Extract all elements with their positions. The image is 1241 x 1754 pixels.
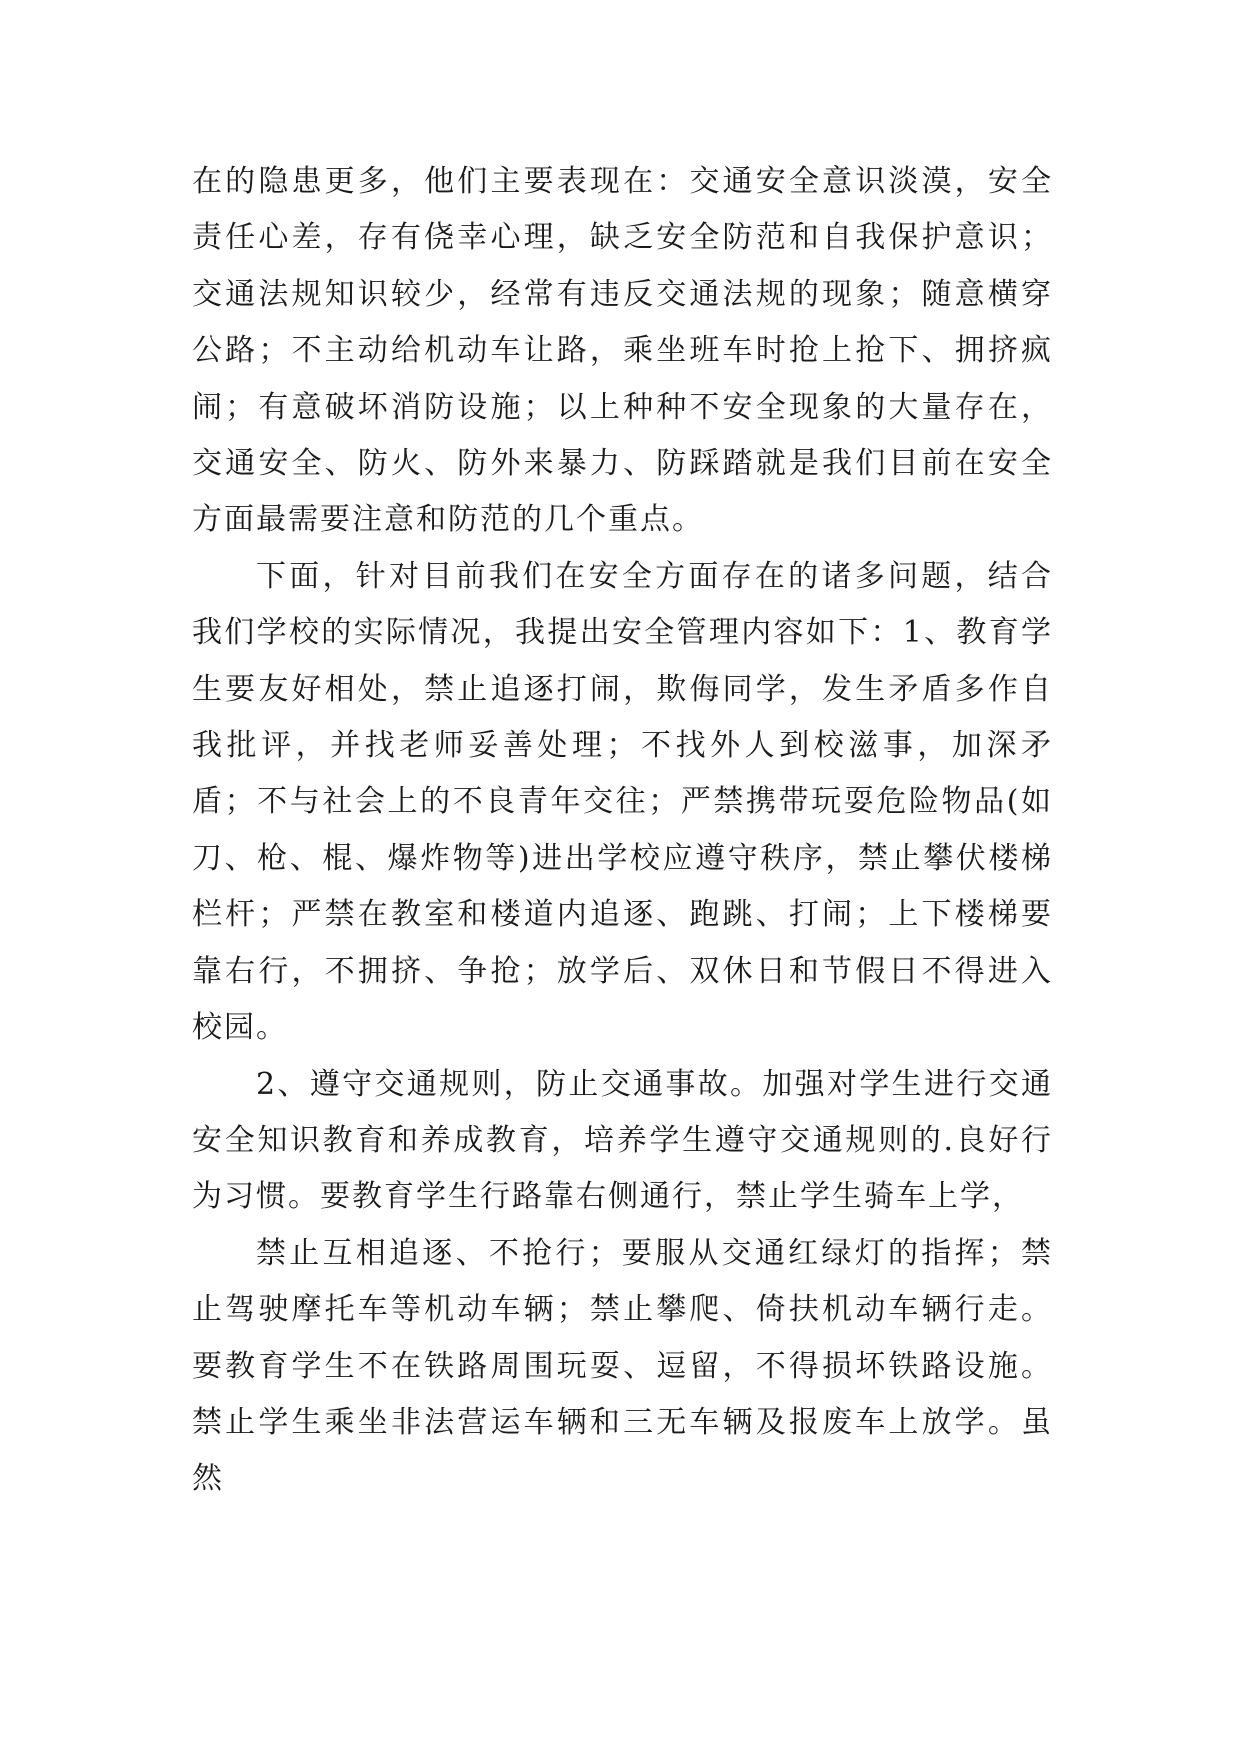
paragraph-traffic-prohibitions: 禁止互相追逐、不抢行；要服从交通红绿灯的指挥；禁止驾驶摩托车等机动车辆；禁止攀爬、倚扶机动车辆行走。要教育学生不在铁路周围玩耍、逗留，不得损坏铁路设施。禁止学生乘坐非法营运车辆和三无车辆及报废车上放学。虽然: [192, 1235, 1053, 1497]
document-body: [192, 154, 1053, 1508]
paragraph-traffic-rules: 2、遵守交通规则，防止交通事故。加强对学生进行交通安全知识教育和养成教育，培养学生遵守交通规则的.良好行为习惯。要教育学生行路靠右侧通行，禁止学生骑车上学，: [192, 1066, 1053, 1215]
paragraph-continued: 在的隐患更多，他们主要表现在：交通安全意识淡漠，安全责任心差，存有侥幸心理，缺乏安全防范和自我保护意识；交通法规知识较少，经常有违反交通法规的现象；随意横穿公路；不主动给机动车让路，乘坐班车时抢上抢下、拥挤疯闹；有意破坏消防设施；以上种种不安全现象的大量存在，交通安全、防火、防外来暴力、防踩踏就是我们目前在安全方面最需要注意和防范的几个重点。: [192, 164, 1053, 538]
paragraph-safety-management: 下面，针对目前我们在安全方面存在的诸多问题，结合我们学校的实际情况，我提出安全管理内容如下：1、教育学生要友好相处，禁止追逐打闹，欺侮同学，发生矛盾多作自我批评，并找老师妥善处理；不找外人到校滋事，加深矛盾；不与社会上的不良青年交往；严禁携带玩耍危险物品(如刀、枪、棍、爆炸物等)进出学校应遵守秩序，禁止攀伏楼梯栏杆；严禁在教室和楼道内追逐、跑跳、打闹；上下楼梯要靠右行，不拥挤、争抢；放学后、双休日和节假日不得进入校园。: [192, 558, 1053, 1046]
